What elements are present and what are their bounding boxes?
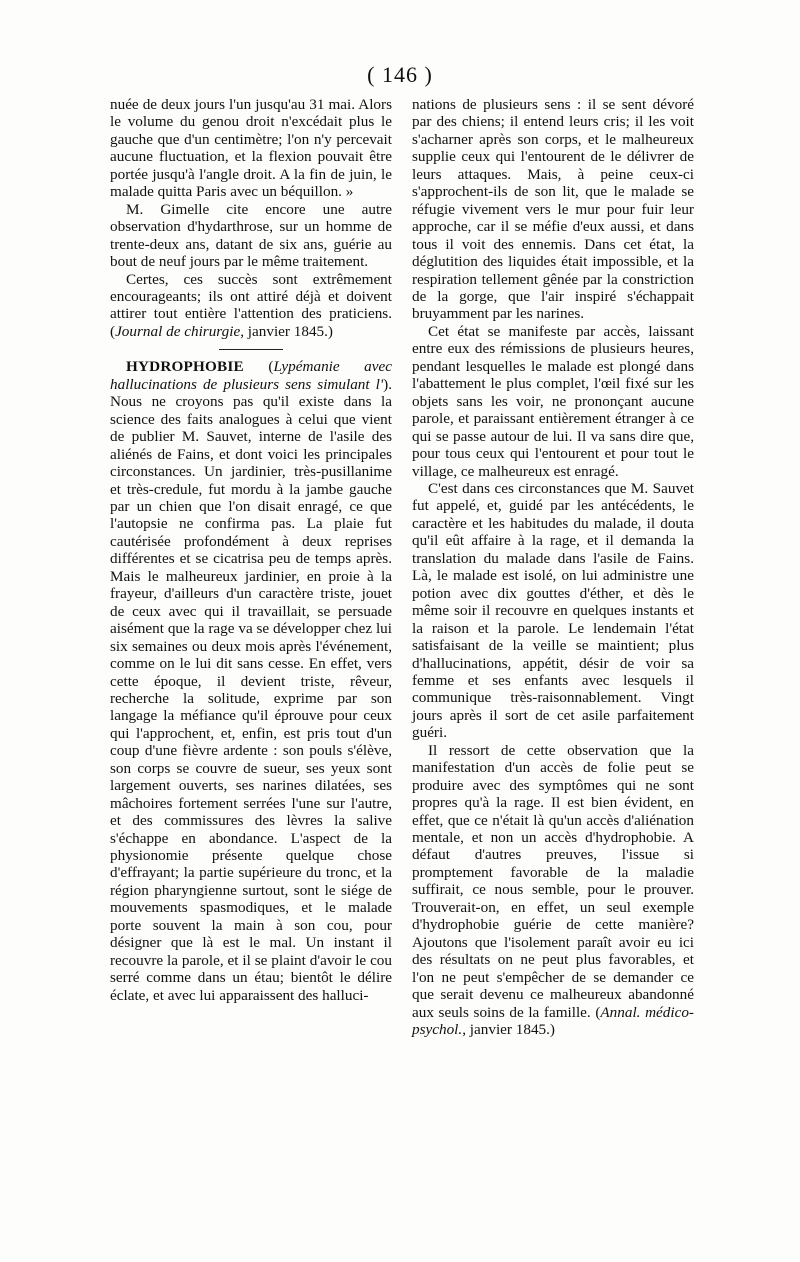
left-column <box>110 96 392 1004</box>
section-divider <box>219 349 283 350</box>
paragraph-sauvet: C'est dans ces circonstances que M. Sauvet fut appelé, et, guidé par les antécédents, le caractère et les habitudes du malade, il douta qu'il eût affaire à la rage, et il demanda la translation du malade dans l'asile de Fains. Là, le malade est isolé, on lui administre une potion avec dix gouttes d'éther, et dès le même soir il recouvre en quelques instants et la raison et la parole. Le lendemain l'état satisfaisant de la veille se maintient; plus d'hallucinations, appétit, désir de voir sa femme et ses enfants avec lesquels il communique très-raisonnablement. Vingt jours après il sort de cet asile parfaitement guéri. <box>412 479 694 742</box>
paragraph-gimelle: M. Gimelle cite encore une autre observation d'hydarthrose, sur un homme de trente-deux ans, datant de six ans, guérie au bout de neuf jours par le même traitement. <box>110 200 392 271</box>
page-number: ( 146 ) <box>367 62 433 87</box>
right-column <box>412 96 694 1038</box>
paragraph-text: Il ressort de cette observation que la manifestation d'un accès de folie peut se produire avec des symptômes qui ne sont propres qu'à la rage. Il est bien évident, en effet, que ce n'était là qu'un accès d'aliénation mentale, et non un accès d'hydrophobie. A défaut d'autres preuves, l'issue si promptement favorable de la maladie suffirait, ce nous semble, pour le prouver. Trouverait-on, en effet, un seul exemple d'hydrophobie guérie de cette manière? Ajoutons que l'isolement paraît avoir eu ici des résultats on ne peut plus favorables, et l'on ne peut s'empêcher de se demander ce que serait devenu ce malheureux abandonné aux seuls soins de la famille. ( <box>412 741 694 1021</box>
citation-date: , janvier 1845.) <box>240 322 333 340</box>
paren-open: ( <box>243 358 274 376</box>
section-heading: HYDROPHOBIE <box>126 358 244 376</box>
paragraph-text: Certes, ces succès sont extrêmement encourageants; ils ont attiré déjà et doivent attirer tout entière l'attention des praticiens. ( <box>110 270 392 340</box>
paragraph-hydrophobie <box>110 358 392 1004</box>
paragraph-continuation: nations de plusieurs sens : il se sent dévoré par des chiens; il entend leurs cris; il les voit s'acharner après son corps, et le malheureux supplie ceux qui l'entourent de le délivrer de leurs attaques. Mais, à peine ceux-ci s'approchent-ils de son lit, que le malade se réfugie vivement vers le mur pour fuir leur approche, car il se méfie d'eux aussi, et dans tous il voit des ennemis. Dans cet état, la déglutition des liquides était impossible, et la respiration tellement gênée par la constriction de la gorge, que l'air inspiré s'échappait bruyamment par les narines. <box>412 96 694 323</box>
source-citation: Annal. médico-psychol. <box>412 1003 694 1039</box>
paragraph-conclusion <box>412 742 694 1039</box>
paragraph-certes <box>110 271 392 341</box>
citation-date: , janvier 1845.) <box>462 1021 555 1039</box>
paragraph-continuation: nuée de deux jours l'un jusqu'au 31 mai. Alors le volume du genou droit n'excédait plus le gauche que d'un centimètre; l'on n'y percevait aucune fluctuation, et la flexion pouvait être portée jusqu'à l'angle droit. A la fin de juin, le malade quitta Paris avec un béquillon. » <box>110 96 392 201</box>
paragraph-acces: Cet état se manifeste par accès, laissant entre eux des rémissions de plusieurs heures, pendant lesquelles le malade est plongé dans l'abattement le plus complet, l'œil fixé sur les objets sans les voir, ne prononçant aucune parole, et paraissant entièrement étranger à ce qui se passe autour de lui. Il va sans dire que, pour tous ceux qui l'entourent et pour tout le village, ce malheureux est enragé. <box>412 322 694 480</box>
paragraph-text: ). Nous ne croyons pas qu'il existe dans la science des faits analogues à celui que vient de publier M. Sauvet, interne de l'asile des aliénés de Fains, et dont voici les principales circonstances. Un jardinier, très-pusillanime et très-credule, fut mordu à la jambe gauche par un chien que l'on disait enragé, ce que l'autopsie ne confirma pas. La plaie fut cautérisée profondément à deux reprises différentes et se cicatrisa peu de temps après. Mais le malheureux jardinier, en proie à la frayeur, d'ailleurs d'un caractère triste, jouet de ceux avec qui il travaillait, se persuade aisément que la rage va se développer chez lui six semaines ou deux mois après l'événement, comme on le lui dit sans cesse. En effet, vers cette époque, il devient triste, rêveur, recherche la solitude, exprime par son langage la méfiance qu'il éprouve pour ceux qui l'approchent, et, enfin, est pris tout d'un coup d'une fièvre ardente : son pouls s'élève, son corps se couvre de sueur, ses yeux sont largement ouverts, ses narines dilatées, ses mâchoires fortement serrées l'une sur l'autre, et des commissures des lèvres la salive s'échappe en abondance. L'aspect de la physionomie présente quelque chose d'effrayant; la partie supérieure du tronc, et la région pharyngienne surtout, sont le siége de mouvements spasmodiques, et le malade porte souvent la main à son cou, pour désigner que là est le mal. Un instant il recouvre la parole, et il se plaint d'avoir le cou serré comme dans un étau; bientôt le délire éclate, et avec lui apparaissent des halluci- <box>110 375 392 1004</box>
section-subtitle: Lypémanie avec hallucinations de plusieurs sens simulant l' <box>110 358 392 393</box>
source-citation: Journal de chirurgie <box>115 322 241 340</box>
